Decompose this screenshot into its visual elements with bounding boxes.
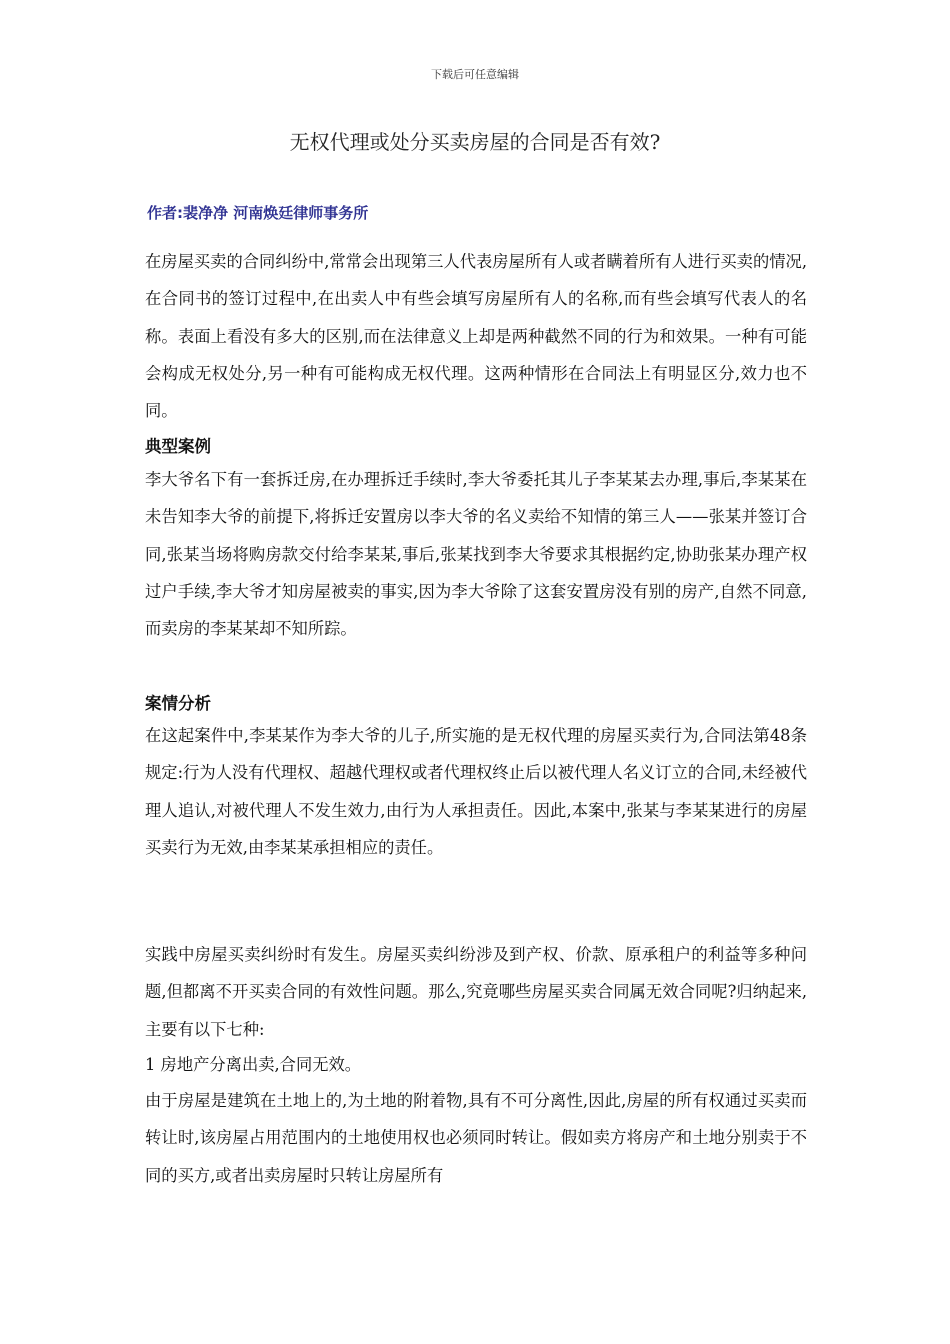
analysis-heading: 案情分析 (145, 694, 211, 713)
case-paragraph: 李大爷名下有一套拆迁房,在办理拆迁手续时,李大爷委托其儿子李某某去办理,事后,李某某在未告知李大爷的前提下,将拆迁安置房以李大爷的名义卖给不知情的第三人——张某并签订合同,张某当场将购房款交付给李某某,事后,张某找到李大爷要求其根据约定,协助张某办理产权过户手续,李大爷才知房屋被卖的事实,因为李大爷除了这套安置房没有别的房产,自然不同意,而卖房的李某某却不知所踪。 (145, 470, 807, 639)
item-1-paragraph: 由于房屋是建筑在土地上的,为土地的附着物,具有不可分离性,因此,房屋的所有权通过买卖而转让时,该房屋占用范围内的土地使用权也必须同时转让。假如卖方将房产和土地分别卖于不同的买方,或者出卖房屋时只转让房屋所有 (145, 1091, 807, 1185)
document-title: 无权代理或处分买卖房屋的合同是否有效? (289, 130, 661, 154)
analysis-paragraph: 在这起案件中,李某某作为李大爷的儿子,所实施的是无权代理的房屋买卖行为,合同法第48条规定:行为人没有代理权、超越代理权或者代理权终止后以被代理人名义订立的合同,未经被代理人追认,对被代理人不发生效力,由行为人承担责任。因此,本案中,张某与李某某进行的房屋买卖行为无效,由李某某承担相应的责任。 (145, 726, 807, 857)
case-heading: 典型案例 (145, 437, 211, 456)
header-note: 下载后可任意编辑 (431, 68, 519, 81)
intro-paragraph: 在房屋买卖的合同纠纷中,常常会出现第三人代表房屋所有人或者瞒着所有人进行买卖的情况,在合同书的签订过程中,在出卖人中有些会填写房屋所有人的名称,而有些会填写代表人的名称。表面上看没有多大的区别,而在法律意义上却是两种截然不同的行为和效果。一种有可能会构成无权处分,另一种有可能构成无权代理。这两种情形在合同法上有明显区分,效力也不同。 (145, 252, 807, 421)
author-line: 作者:裴净净 河南焕廷律师事务所 (147, 204, 369, 222)
practice-paragraph: 实践中房屋买卖纠纷时有发生。房屋买卖纠纷涉及到产权、价款、原承租户的利益等多种问题,但都离不开买卖合同的有效性问题。那么,究竟哪些房屋买卖合同属无效合同呢?归纳起来,主要有以下七种: (145, 945, 807, 1039)
list-item-1: 1 房地产分离出卖,合同无效。 (145, 1055, 362, 1074)
